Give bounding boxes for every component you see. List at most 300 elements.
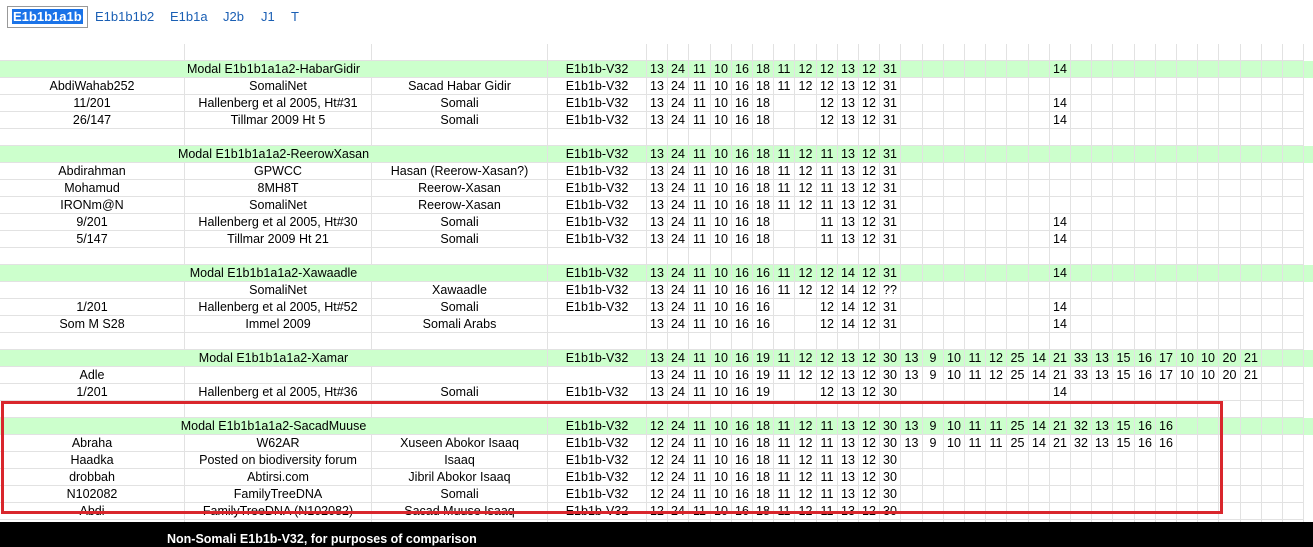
marker-value-cell[interactable] bbox=[753, 401, 774, 418]
marker-value-cell[interactable]: 11 bbox=[774, 78, 795, 95]
marker-value-cell[interactable]: 12 bbox=[647, 418, 668, 435]
marker-value-cell[interactable] bbox=[944, 316, 965, 333]
haplogroup-cell[interactable] bbox=[548, 316, 647, 333]
marker-value-cell[interactable] bbox=[986, 486, 1007, 503]
marker-value-cell[interactable] bbox=[774, 231, 795, 248]
marker-value-cell[interactable]: 11 bbox=[965, 367, 986, 384]
marker-value-cell[interactable]: 12 bbox=[859, 231, 880, 248]
marker-value-cell[interactable] bbox=[1029, 231, 1050, 248]
marker-value-cell[interactable] bbox=[1113, 44, 1135, 61]
marker-value-cell[interactable] bbox=[1029, 265, 1050, 282]
marker-value-cell[interactable]: 11 bbox=[689, 180, 711, 197]
tab-j1[interactable] bbox=[257, 7, 279, 27]
marker-value-cell[interactable] bbox=[1283, 316, 1304, 333]
marker-value-cell[interactable]: 13 bbox=[838, 61, 859, 78]
marker-value-cell[interactable]: 16 bbox=[732, 95, 753, 112]
empty-cell[interactable] bbox=[548, 333, 647, 350]
marker-value-cell[interactable]: 11 bbox=[689, 316, 711, 333]
marker-value-cell[interactable] bbox=[1007, 61, 1029, 78]
marker-value-cell[interactable] bbox=[1262, 231, 1283, 248]
tab-j2b[interactable] bbox=[219, 7, 248, 27]
marker-value-cell[interactable] bbox=[1135, 452, 1156, 469]
modal-title-cell[interactable]: Modal E1b1b1a1a2-Xamar bbox=[0, 350, 548, 367]
marker-value-cell[interactable] bbox=[1029, 180, 1050, 197]
marker-value-cell[interactable] bbox=[1135, 197, 1156, 214]
marker-value-cell[interactable]: 11 bbox=[689, 95, 711, 112]
marker-value-cell[interactable] bbox=[1071, 146, 1092, 163]
marker-value-cell[interactable] bbox=[1241, 452, 1262, 469]
marker-value-cell[interactable]: 13 bbox=[647, 282, 668, 299]
marker-value-cell[interactable] bbox=[901, 282, 923, 299]
source-cell[interactable]: Hallenberg et al 2005, Ht#36 bbox=[185, 384, 372, 401]
marker-value-cell[interactable] bbox=[795, 333, 817, 350]
marker-value-cell[interactable]: 14 bbox=[1050, 95, 1071, 112]
marker-value-cell[interactable] bbox=[1071, 469, 1092, 486]
marker-value-cell[interactable]: 12 bbox=[859, 146, 880, 163]
marker-value-cell[interactable]: 21 bbox=[1241, 350, 1262, 367]
marker-value-cell[interactable] bbox=[1029, 197, 1050, 214]
marker-value-cell[interactable] bbox=[901, 197, 923, 214]
marker-value-cell[interactable] bbox=[986, 469, 1007, 486]
marker-value-cell[interactable]: 12 bbox=[859, 112, 880, 129]
marker-value-cell[interactable] bbox=[1241, 180, 1262, 197]
marker-value-cell[interactable]: 20 bbox=[1219, 350, 1241, 367]
marker-value-cell[interactable]: 13 bbox=[838, 180, 859, 197]
marker-value-cell[interactable] bbox=[668, 44, 689, 61]
marker-value-cell[interactable] bbox=[944, 146, 965, 163]
empty-cell[interactable] bbox=[372, 129, 548, 146]
marker-value-cell[interactable]: 30 bbox=[880, 350, 901, 367]
marker-value-cell[interactable] bbox=[1007, 299, 1029, 316]
marker-value-cell[interactable]: 13 bbox=[647, 61, 668, 78]
marker-value-cell[interactable] bbox=[1177, 78, 1198, 95]
marker-value-cell[interactable]: 11 bbox=[965, 418, 986, 435]
marker-value-cell[interactable]: 12 bbox=[859, 265, 880, 282]
marker-value-cell[interactable] bbox=[795, 95, 817, 112]
marker-value-cell[interactable] bbox=[923, 112, 944, 129]
marker-value-cell[interactable] bbox=[1156, 146, 1177, 163]
marker-value-cell[interactable] bbox=[944, 61, 965, 78]
marker-value-cell[interactable] bbox=[1262, 282, 1283, 299]
clan-cell[interactable]: Jibril Abokor Isaaq bbox=[372, 469, 548, 486]
marker-value-cell[interactable] bbox=[1283, 384, 1304, 401]
marker-value-cell[interactable]: 25 bbox=[1007, 350, 1029, 367]
marker-value-cell[interactable] bbox=[944, 248, 965, 265]
marker-value-cell[interactable] bbox=[1156, 163, 1177, 180]
marker-value-cell[interactable]: 31 bbox=[880, 163, 901, 180]
marker-value-cell[interactable]: 12 bbox=[647, 503, 668, 520]
marker-value-cell[interactable]: 19 bbox=[753, 367, 774, 384]
marker-value-cell[interactable]: 12 bbox=[859, 214, 880, 231]
source-cell[interactable]: Posted on biodiversity forum bbox=[185, 452, 372, 469]
marker-value-cell[interactable] bbox=[1071, 384, 1092, 401]
marker-value-cell[interactable] bbox=[647, 333, 668, 350]
marker-value-cell[interactable] bbox=[1241, 265, 1262, 282]
marker-value-cell[interactable] bbox=[1283, 44, 1304, 61]
marker-value-cell[interactable]: 11 bbox=[774, 282, 795, 299]
marker-value-cell[interactable] bbox=[1029, 384, 1050, 401]
marker-value-cell[interactable]: 12 bbox=[817, 112, 838, 129]
marker-value-cell[interactable]: 24 bbox=[668, 197, 689, 214]
source-cell[interactable]: Hallenberg et al 2005, Ht#52 bbox=[185, 299, 372, 316]
marker-value-cell[interactable] bbox=[1050, 44, 1071, 61]
marker-value-cell[interactable]: 11 bbox=[689, 214, 711, 231]
marker-value-cell[interactable] bbox=[965, 469, 986, 486]
marker-value-cell[interactable] bbox=[1029, 129, 1050, 146]
marker-value-cell[interactable] bbox=[1113, 316, 1135, 333]
marker-value-cell[interactable] bbox=[901, 299, 923, 316]
marker-value-cell[interactable]: 10 bbox=[711, 214, 732, 231]
marker-value-cell[interactable] bbox=[1283, 112, 1304, 129]
marker-value-cell[interactable] bbox=[1092, 248, 1113, 265]
tab-e1b1a[interactable] bbox=[166, 7, 212, 27]
name-cell[interactable]: 9/201 bbox=[0, 214, 185, 231]
marker-value-cell[interactable]: 12 bbox=[859, 486, 880, 503]
marker-value-cell[interactable] bbox=[1262, 214, 1283, 231]
marker-value-cell[interactable]: 10 bbox=[711, 384, 732, 401]
empty-cell[interactable] bbox=[548, 401, 647, 418]
marker-value-cell[interactable]: 11 bbox=[817, 214, 838, 231]
marker-value-cell[interactable] bbox=[1071, 503, 1092, 520]
marker-value-cell[interactable] bbox=[753, 129, 774, 146]
marker-value-cell[interactable]: 14 bbox=[1050, 231, 1071, 248]
marker-value-cell[interactable] bbox=[901, 214, 923, 231]
clan-cell[interactable]: Xawaadle bbox=[372, 282, 548, 299]
marker-value-cell[interactable] bbox=[753, 248, 774, 265]
marker-value-cell[interactable]: 30 bbox=[880, 418, 901, 435]
marker-value-cell[interactable]: 25 bbox=[1007, 418, 1029, 435]
marker-value-cell[interactable] bbox=[901, 78, 923, 95]
marker-value-cell[interactable] bbox=[965, 197, 986, 214]
marker-value-cell[interactable]: 11 bbox=[774, 418, 795, 435]
marker-value-cell[interactable]: 31 bbox=[880, 61, 901, 78]
source-cell[interactable]: Hallenberg et al 2005, Ht#31 bbox=[185, 95, 372, 112]
marker-value-cell[interactable] bbox=[1198, 112, 1219, 129]
clan-cell[interactable]: Hasan (Reerow-Xasan?) bbox=[372, 163, 548, 180]
marker-value-cell[interactable]: 18 bbox=[753, 146, 774, 163]
marker-value-cell[interactable] bbox=[1071, 214, 1092, 231]
marker-value-cell[interactable] bbox=[944, 401, 965, 418]
haplogroup-cell[interactable]: E1b1b-V32 bbox=[548, 350, 647, 367]
marker-value-cell[interactable]: 12 bbox=[795, 418, 817, 435]
marker-value-cell[interactable]: 12 bbox=[647, 486, 668, 503]
marker-value-cell[interactable] bbox=[795, 44, 817, 61]
marker-value-cell[interactable]: 10 bbox=[1177, 350, 1198, 367]
marker-value-cell[interactable]: 13 bbox=[838, 95, 859, 112]
marker-value-cell[interactable]: 11 bbox=[817, 452, 838, 469]
marker-value-cell[interactable]: 12 bbox=[859, 435, 880, 452]
marker-value-cell[interactable] bbox=[923, 231, 944, 248]
marker-value-cell[interactable] bbox=[1092, 333, 1113, 350]
marker-value-cell[interactable] bbox=[1177, 299, 1198, 316]
marker-value-cell[interactable] bbox=[1241, 214, 1262, 231]
marker-value-cell[interactable] bbox=[1135, 486, 1156, 503]
marker-value-cell[interactable] bbox=[1113, 129, 1135, 146]
name-cell[interactable]: 11/201 bbox=[0, 95, 185, 112]
marker-value-cell[interactable] bbox=[944, 197, 965, 214]
marker-value-cell[interactable] bbox=[1241, 503, 1262, 520]
marker-value-cell[interactable] bbox=[1283, 231, 1304, 248]
haplogroup-cell[interactable]: E1b1b-V32 bbox=[548, 214, 647, 231]
marker-value-cell[interactable]: 12 bbox=[647, 452, 668, 469]
marker-value-cell[interactable]: 12 bbox=[795, 469, 817, 486]
marker-value-cell[interactable]: 13 bbox=[647, 180, 668, 197]
marker-value-cell[interactable]: ?? bbox=[880, 282, 901, 299]
marker-value-cell[interactable]: 12 bbox=[795, 180, 817, 197]
marker-value-cell[interactable] bbox=[1283, 452, 1304, 469]
name-cell[interactable]: Som M S28 bbox=[0, 316, 185, 333]
marker-value-cell[interactable] bbox=[1219, 197, 1241, 214]
marker-value-cell[interactable] bbox=[1198, 401, 1219, 418]
marker-value-cell[interactable] bbox=[1007, 469, 1029, 486]
marker-value-cell[interactable]: 12 bbox=[817, 384, 838, 401]
marker-value-cell[interactable]: 18 bbox=[753, 78, 774, 95]
marker-value-cell[interactable] bbox=[668, 129, 689, 146]
marker-value-cell[interactable]: 11 bbox=[689, 197, 711, 214]
marker-value-cell[interactable] bbox=[986, 78, 1007, 95]
marker-value-cell[interactable]: 16 bbox=[732, 418, 753, 435]
marker-value-cell[interactable] bbox=[1262, 316, 1283, 333]
marker-value-cell[interactable]: 12 bbox=[817, 95, 838, 112]
marker-value-cell[interactable] bbox=[1007, 248, 1029, 265]
marker-value-cell[interactable]: 11 bbox=[689, 367, 711, 384]
marker-value-cell[interactable]: 18 bbox=[753, 214, 774, 231]
marker-value-cell[interactable] bbox=[1262, 401, 1283, 418]
marker-value-cell[interactable]: 12 bbox=[859, 61, 880, 78]
marker-value-cell[interactable] bbox=[1177, 452, 1198, 469]
marker-value-cell[interactable] bbox=[1177, 435, 1198, 452]
marker-value-cell[interactable]: 16 bbox=[732, 452, 753, 469]
clan-cell[interactable]: Sacad Habar Gidir bbox=[372, 78, 548, 95]
marker-value-cell[interactable] bbox=[923, 146, 944, 163]
marker-value-cell[interactable]: 11 bbox=[965, 350, 986, 367]
marker-value-cell[interactable] bbox=[1092, 401, 1113, 418]
marker-value-cell[interactable] bbox=[1071, 231, 1092, 248]
marker-value-cell[interactable]: 12 bbox=[859, 163, 880, 180]
marker-value-cell[interactable]: 12 bbox=[795, 486, 817, 503]
marker-value-cell[interactable] bbox=[1156, 197, 1177, 214]
marker-value-cell[interactable] bbox=[1092, 299, 1113, 316]
marker-value-cell[interactable]: 13 bbox=[838, 384, 859, 401]
marker-value-cell[interactable] bbox=[817, 248, 838, 265]
marker-value-cell[interactable]: 11 bbox=[774, 367, 795, 384]
marker-value-cell[interactable]: 11 bbox=[689, 265, 711, 282]
marker-value-cell[interactable] bbox=[1007, 503, 1029, 520]
marker-value-cell[interactable] bbox=[732, 401, 753, 418]
marker-value-cell[interactable] bbox=[817, 129, 838, 146]
marker-value-cell[interactable] bbox=[944, 95, 965, 112]
name-cell[interactable] bbox=[0, 282, 185, 299]
marker-value-cell[interactable]: 24 bbox=[668, 95, 689, 112]
marker-value-cell[interactable]: 13 bbox=[647, 112, 668, 129]
marker-value-cell[interactable] bbox=[1156, 44, 1177, 61]
marker-value-cell[interactable] bbox=[1092, 44, 1113, 61]
clan-cell[interactable]: Somali bbox=[372, 95, 548, 112]
empty-cell[interactable] bbox=[372, 401, 548, 418]
marker-value-cell[interactable]: 12 bbox=[795, 350, 817, 367]
marker-value-cell[interactable]: 24 bbox=[668, 350, 689, 367]
marker-value-cell[interactable] bbox=[1029, 61, 1050, 78]
marker-value-cell[interactable]: 30 bbox=[880, 452, 901, 469]
marker-value-cell[interactable] bbox=[795, 129, 817, 146]
name-cell[interactable]: Abdi bbox=[0, 503, 185, 520]
marker-value-cell[interactable] bbox=[1219, 316, 1241, 333]
marker-value-cell[interactable]: 13 bbox=[838, 78, 859, 95]
haplogroup-cell[interactable]: E1b1b-V32 bbox=[548, 146, 647, 163]
marker-value-cell[interactable]: 24 bbox=[668, 180, 689, 197]
marker-value-cell[interactable] bbox=[1241, 384, 1262, 401]
marker-value-cell[interactable] bbox=[859, 129, 880, 146]
marker-value-cell[interactable] bbox=[1241, 44, 1262, 61]
marker-value-cell[interactable]: 10 bbox=[711, 265, 732, 282]
empty-cell[interactable] bbox=[0, 401, 185, 418]
marker-value-cell[interactable]: 24 bbox=[668, 503, 689, 520]
marker-value-cell[interactable] bbox=[944, 112, 965, 129]
haplogroup-cell[interactable]: E1b1b-V32 bbox=[548, 265, 647, 282]
marker-value-cell[interactable] bbox=[1156, 384, 1177, 401]
marker-value-cell[interactable] bbox=[1092, 316, 1113, 333]
marker-value-cell[interactable] bbox=[965, 282, 986, 299]
clan-cell[interactable]: Somali bbox=[372, 231, 548, 248]
marker-value-cell[interactable]: 12 bbox=[859, 282, 880, 299]
marker-value-cell[interactable] bbox=[1198, 231, 1219, 248]
marker-value-cell[interactable] bbox=[838, 333, 859, 350]
marker-value-cell[interactable] bbox=[1135, 248, 1156, 265]
marker-value-cell[interactable] bbox=[1198, 163, 1219, 180]
marker-value-cell[interactable] bbox=[1029, 112, 1050, 129]
marker-value-cell[interactable] bbox=[1177, 384, 1198, 401]
haplogroup-cell[interactable]: E1b1b-V32 bbox=[548, 282, 647, 299]
marker-value-cell[interactable] bbox=[965, 333, 986, 350]
marker-value-cell[interactable] bbox=[901, 486, 923, 503]
marker-value-cell[interactable]: 10 bbox=[711, 180, 732, 197]
marker-value-cell[interactable]: 24 bbox=[668, 316, 689, 333]
marker-value-cell[interactable]: 18 bbox=[753, 435, 774, 452]
haplogroup-cell[interactable]: E1b1b-V32 bbox=[548, 486, 647, 503]
marker-value-cell[interactable]: 13 bbox=[647, 350, 668, 367]
marker-value-cell[interactable]: 11 bbox=[689, 503, 711, 520]
clan-cell[interactable]: Somali bbox=[372, 486, 548, 503]
marker-value-cell[interactable] bbox=[965, 129, 986, 146]
marker-value-cell[interactable]: 18 bbox=[753, 112, 774, 129]
marker-value-cell[interactable]: 14 bbox=[1050, 61, 1071, 78]
marker-value-cell[interactable]: 11 bbox=[689, 61, 711, 78]
marker-value-cell[interactable] bbox=[1007, 401, 1029, 418]
clan-cell[interactable]: Sacad Muuse Isaaq bbox=[372, 503, 548, 520]
marker-value-cell[interactable]: 13 bbox=[838, 435, 859, 452]
empty-cell[interactable] bbox=[185, 333, 372, 350]
marker-value-cell[interactable] bbox=[1156, 61, 1177, 78]
marker-value-cell[interactable]: 10 bbox=[711, 163, 732, 180]
marker-value-cell[interactable]: 18 bbox=[753, 486, 774, 503]
marker-value-cell[interactable] bbox=[1156, 180, 1177, 197]
empty-cell[interactable] bbox=[0, 333, 185, 350]
marker-value-cell[interactable] bbox=[1198, 248, 1219, 265]
modal-title-cell[interactable]: Modal E1b1b1a1a2-Xawaadle bbox=[0, 265, 548, 282]
marker-value-cell[interactable]: 13 bbox=[901, 418, 923, 435]
marker-value-cell[interactable]: 18 bbox=[753, 95, 774, 112]
marker-value-cell[interactable] bbox=[965, 61, 986, 78]
marker-value-cell[interactable] bbox=[1241, 486, 1262, 503]
marker-value-cell[interactable] bbox=[944, 180, 965, 197]
marker-value-cell[interactable]: 10 bbox=[1198, 367, 1219, 384]
marker-value-cell[interactable] bbox=[1241, 197, 1262, 214]
marker-value-cell[interactable]: 10 bbox=[944, 367, 965, 384]
source-cell[interactable]: Tillmar 2009 Ht 21 bbox=[185, 231, 372, 248]
marker-value-cell[interactable]: 31 bbox=[880, 146, 901, 163]
marker-value-cell[interactable] bbox=[838, 129, 859, 146]
marker-value-cell[interactable] bbox=[1219, 469, 1241, 486]
marker-value-cell[interactable]: 9 bbox=[923, 418, 944, 435]
marker-value-cell[interactable] bbox=[965, 401, 986, 418]
marker-value-cell[interactable] bbox=[923, 265, 944, 282]
marker-value-cell[interactable] bbox=[1113, 214, 1135, 231]
marker-value-cell[interactable]: 11 bbox=[774, 61, 795, 78]
marker-value-cell[interactable] bbox=[923, 503, 944, 520]
marker-value-cell[interactable] bbox=[923, 486, 944, 503]
marker-value-cell[interactable]: 10 bbox=[711, 197, 732, 214]
marker-value-cell[interactable] bbox=[965, 265, 986, 282]
marker-value-cell[interactable] bbox=[711, 401, 732, 418]
marker-value-cell[interactable] bbox=[1113, 333, 1135, 350]
marker-value-cell[interactable] bbox=[965, 248, 986, 265]
marker-value-cell[interactable]: 30 bbox=[880, 469, 901, 486]
marker-value-cell[interactable] bbox=[668, 333, 689, 350]
marker-value-cell[interactable]: 11 bbox=[689, 299, 711, 316]
marker-value-cell[interactable] bbox=[732, 333, 753, 350]
marker-value-cell[interactable] bbox=[1241, 469, 1262, 486]
marker-value-cell[interactable] bbox=[1071, 316, 1092, 333]
marker-value-cell[interactable] bbox=[880, 44, 901, 61]
marker-value-cell[interactable] bbox=[1071, 180, 1092, 197]
marker-value-cell[interactable] bbox=[774, 129, 795, 146]
marker-value-cell[interactable] bbox=[986, 231, 1007, 248]
marker-value-cell[interactable]: 11 bbox=[774, 452, 795, 469]
marker-value-cell[interactable] bbox=[1241, 61, 1262, 78]
marker-value-cell[interactable]: 18 bbox=[753, 503, 774, 520]
marker-value-cell[interactable]: 11 bbox=[774, 180, 795, 197]
modal-title-cell[interactable]: Modal E1b1b1a1a2-ReerowXasan bbox=[0, 146, 548, 163]
marker-value-cell[interactable]: 12 bbox=[817, 265, 838, 282]
marker-value-cell[interactable]: 24 bbox=[668, 214, 689, 231]
marker-value-cell[interactable] bbox=[795, 112, 817, 129]
marker-value-cell[interactable] bbox=[923, 248, 944, 265]
marker-value-cell[interactable] bbox=[1283, 282, 1304, 299]
marker-value-cell[interactable]: 10 bbox=[944, 418, 965, 435]
marker-value-cell[interactable]: 24 bbox=[668, 146, 689, 163]
marker-value-cell[interactable] bbox=[1198, 418, 1219, 435]
marker-value-cell[interactable] bbox=[689, 401, 711, 418]
marker-value-cell[interactable] bbox=[986, 112, 1007, 129]
marker-value-cell[interactable]: 11 bbox=[689, 384, 711, 401]
marker-value-cell[interactable]: 11 bbox=[817, 163, 838, 180]
marker-value-cell[interactable] bbox=[1241, 282, 1262, 299]
marker-value-cell[interactable]: 24 bbox=[668, 452, 689, 469]
empty-cell[interactable] bbox=[185, 44, 372, 61]
marker-value-cell[interactable] bbox=[1198, 44, 1219, 61]
marker-value-cell[interactable] bbox=[1029, 248, 1050, 265]
marker-value-cell[interactable] bbox=[1092, 452, 1113, 469]
marker-value-cell[interactable] bbox=[1029, 214, 1050, 231]
marker-value-cell[interactable] bbox=[1241, 316, 1262, 333]
marker-value-cell[interactable] bbox=[1135, 231, 1156, 248]
source-cell[interactable]: FamilyTreeDNA (N102082) bbox=[185, 503, 372, 520]
marker-value-cell[interactable] bbox=[1113, 95, 1135, 112]
marker-value-cell[interactable]: 13 bbox=[1092, 435, 1113, 452]
marker-value-cell[interactable] bbox=[1156, 248, 1177, 265]
marker-value-cell[interactable] bbox=[1177, 316, 1198, 333]
marker-value-cell[interactable]: 12 bbox=[859, 78, 880, 95]
